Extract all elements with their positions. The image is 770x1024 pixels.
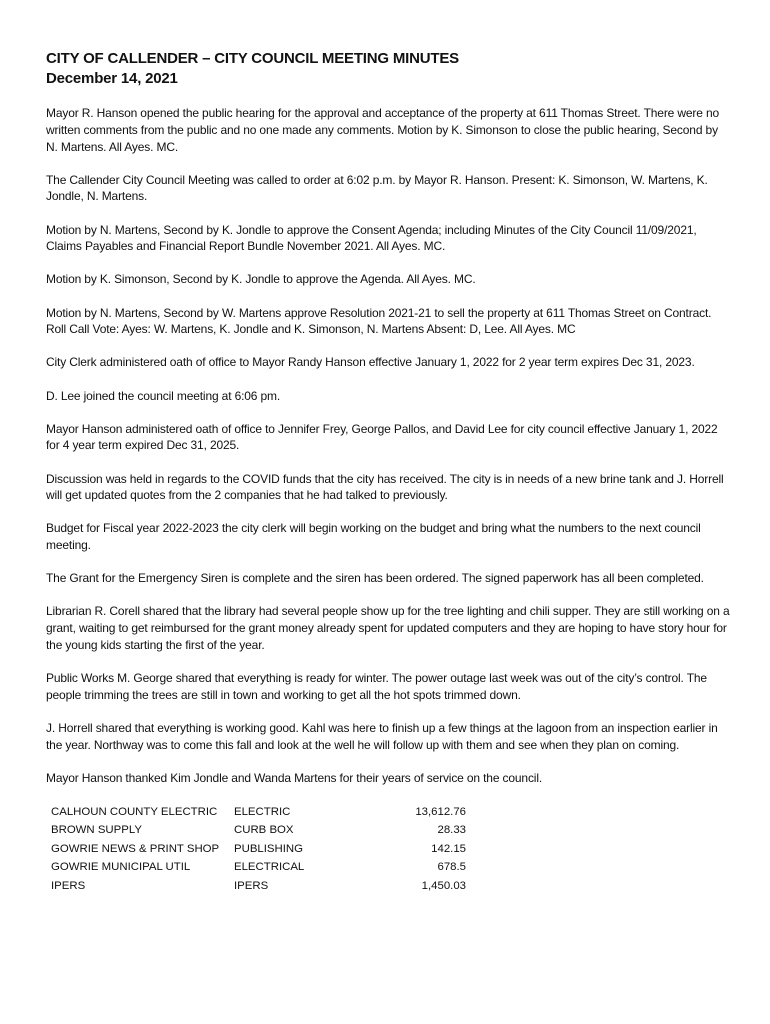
claim-vendor: IPERS xyxy=(51,879,86,892)
paragraph-approve-agenda: Motion by K. Simonson, Second by K. Jondle to approve the Agenda. All Ayes. MC. xyxy=(46,272,476,287)
paragraph-council-oath: Mayor Hanson administered oath of office to Jennifer Frey, George Pallos, and David Lee for city council effective January 1, 2022 for 4 year term expired Dec 31, 2025. xyxy=(46,421,718,453)
paragraph-resolution: Motion by N. Martens, Second by W. Martens approve Resolution 2021-21 to sell the property at 611 Thomas Street on Contract. Roll Call Vote: Ayes: W. Martens, K. Jondle and K. Simonson, N. Martens Absent: D, Lee. All Ayes. MC xyxy=(46,305,712,337)
table-row xyxy=(51,877,466,896)
claim-amount: 13,612.76 xyxy=(415,805,466,818)
claim-vendor: GOWRIE MUNICIPAL UTIL xyxy=(51,861,191,874)
claim-category: IPERS xyxy=(234,879,269,892)
paragraph-call-to-order: The Callender City Council Meeting was called to order at 6:02 p.m. by Mayor R. Hanson. Present: K. Simonson, W. Martens, K. Jondle, N. Martens. xyxy=(46,172,708,204)
table-row xyxy=(51,803,466,822)
document-title: CITY OF CALLENDER – CITY COUNCIL MEETING MINUTES xyxy=(46,50,459,67)
claims-table xyxy=(51,803,466,896)
paragraph-consent-agenda: Motion by N. Martens, Second by K. Jondle to approve the Consent Agenda; including Minutes of the City Council 11/09/2021, Claims Payables and Financial Report Bundle November 2021. All Ayes. MC. xyxy=(46,222,697,254)
paragraph-lee-joined: D. Lee joined the council meeting at 6:06 pm. xyxy=(46,388,281,403)
paragraph-mayor-oath: City Clerk administered oath of office to Mayor Randy Hanson effective January 1, 2022 for 2 year term expires Dec 31, 2023. xyxy=(46,355,695,370)
claim-category: CURB BOX xyxy=(234,824,294,837)
meeting-date: December 14, 2021 xyxy=(46,70,178,87)
paragraph-thanks: Mayor Hanson thanked Kim Jondle and Wanda Martens for their years of service on the council. xyxy=(46,770,543,785)
claim-vendor: BROWN SUPPLY xyxy=(51,824,142,837)
table-row xyxy=(51,840,466,859)
paragraph-covid-funds: Discussion was held in regards to the COVID funds that the city has received. The city is in needs of a new brine tank and J. Horrell will get updated quotes from the 2 companies that he had talked to previously. xyxy=(46,471,724,503)
paragraph-public-works: Public Works M. George shared that everything is ready for winter. The power outage last week was out of the city’s control. The people trimming the trees are still in town and working to get all the hot spots trimmed down. xyxy=(46,671,707,702)
paragraph-library: Librarian R. Corell shared that the library had several people show up for the tree lighting and chili supper. They are still working on a grant, waiting to get reimbursed for the grant money already spent for updated computers and they are hoping to have story hour for the young kids starting the first of the year. xyxy=(46,604,730,652)
claim-amount: 28.33 xyxy=(437,824,466,837)
paragraph-budget: Budget for Fiscal year 2022-2023 the city clerk will begin working on the budget and bring what the numbers to the next council meeting. xyxy=(46,521,701,553)
claim-vendor: GOWRIE NEWS & PRINT SHOP xyxy=(51,842,220,855)
paragraph-public-hearing: Mayor R. Hanson opened the public hearing for the approval and acceptance of the property at 611 Thomas Street. There were no written comments from the public and no one made any comments. Motion by K. Simonson to close the public hearing, Second by N. Martens. All Ayes. MC. xyxy=(46,106,720,154)
claim-category: PUBLISHING xyxy=(234,842,303,855)
claim-amount: 1,450.03 xyxy=(421,879,466,892)
paragraph-siren-grant: The Grant for the Emergency Siren is complete and the siren has been ordered. The signed paperwork has all been completed. xyxy=(46,571,704,586)
claim-amount: 142.15 xyxy=(431,842,466,855)
claim-vendor: CALHOUN COUNTY ELECTRIC xyxy=(51,805,218,818)
claim-category: ELECTRIC xyxy=(234,805,291,818)
claim-category: ELECTRICAL xyxy=(234,861,305,874)
table-row xyxy=(51,821,466,840)
minutes-page xyxy=(46,49,730,895)
table-row xyxy=(51,858,466,877)
claim-amount: 678.5 xyxy=(437,861,466,874)
paragraph-horrell: J. Horrell shared that everything is working good. Kahl was here to finish up a few things at the lagoon from an inspection earlier in the year. Northway was to come this fall and look at the well he will follow up with them and see when they plan on coming. xyxy=(46,720,718,752)
minutes-body xyxy=(46,105,730,787)
